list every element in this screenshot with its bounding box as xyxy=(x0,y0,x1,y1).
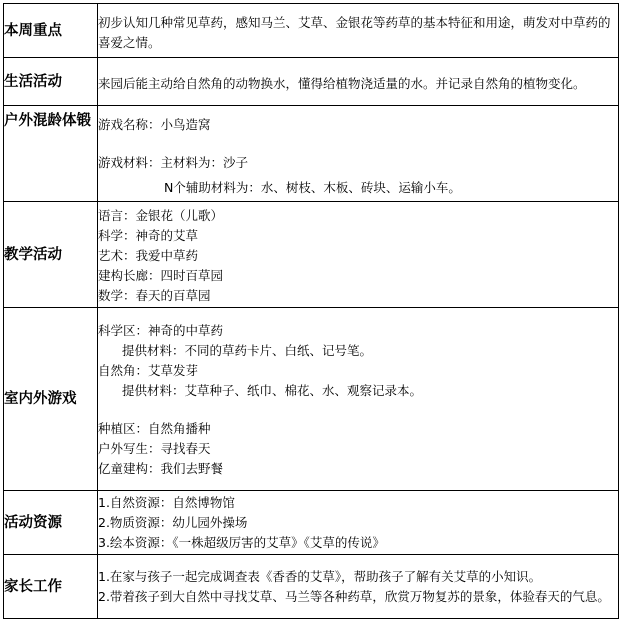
row-label-daily-life: 生活活动 xyxy=(4,58,98,106)
content-line: 亿童建构：我们去野餐 xyxy=(98,461,224,476)
weekly-plan-table xyxy=(3,3,619,619)
row-label-games: 室内外游戏 xyxy=(4,308,98,491)
content-line: 种植区：自然角播种 xyxy=(98,421,211,436)
content-line: 3.绘本资源：《一株超级厉害的艾草》《艾草的传说》 xyxy=(98,535,385,550)
content-line: 来园后能主动给自然角的动物换水，懂得给植物浇适量的水。并记录自然角的植物变化。 xyxy=(98,75,586,91)
row-label-resources: 活动资源 xyxy=(4,491,98,555)
content-line: 科学区：神奇的中草药 xyxy=(98,323,224,338)
content-line: 语言：金银花（儿歌） xyxy=(98,207,224,223)
content-line: 艺术：我爱中草药 xyxy=(98,247,199,263)
row-label-weekly-focus: 本周重点 xyxy=(4,4,98,58)
row-content-teaching xyxy=(98,202,619,308)
content-line: 科学：神奇的艾草 xyxy=(98,227,199,243)
table-row xyxy=(4,4,619,58)
table-row xyxy=(4,202,619,308)
row-label-outdoor-exercise: 户外混龄体锻 xyxy=(4,106,98,202)
content-line: 1.自然资源：自然博物馆 xyxy=(98,495,235,510)
content-line: 游戏材料：主材料为：沙子 xyxy=(98,154,249,170)
table-row xyxy=(4,58,619,106)
row-label-parent-work: 家长工作 xyxy=(4,555,98,619)
content-line: 2.带着孩子到大自然中寻找艾草、马兰等各种药草，欣赏万物复苏的景象，体验春天的气息。 xyxy=(98,589,610,604)
content-line: 初步认知几种常见草药，感知马兰、艾草、金银花等药草的基本特征和用途，萌发对中草药的喜爱之情。 xyxy=(98,15,611,50)
table-row xyxy=(4,555,619,619)
content-line: 提供材料：不同的草药卡片、白纸、记号笔。 xyxy=(122,343,373,358)
row-content-daily-life xyxy=(98,58,619,106)
table-row xyxy=(4,308,619,491)
table-row xyxy=(4,491,619,555)
content-line: 户外写生：寻找春天 xyxy=(98,441,211,456)
content-line: 建构长廊：四时百草园 xyxy=(98,267,224,283)
table-row xyxy=(4,106,619,202)
row-content-weekly-focus xyxy=(98,4,619,58)
content-line: 游戏名称：小鸟造窝 xyxy=(98,116,211,132)
content-line: 1.在家与孩子一起完成调查表《香香的艾草》，帮助孩子了解有关艾草的小知识。 xyxy=(98,569,542,584)
row-label-teaching: 教学活动 xyxy=(4,202,98,308)
row-content-parent-work xyxy=(98,555,619,619)
content-line: 自然角：艾草发芽 xyxy=(98,363,199,378)
row-content-resources xyxy=(98,491,619,555)
content-line: 提供材料：艾草种子、纸巾、棉花、水、观察记录本。 xyxy=(122,383,423,398)
content-line: 数学：春天的百草园 xyxy=(98,287,211,303)
content-line: N个辅助材料为：水、树枝、木板、砖块、运输小车。 xyxy=(164,179,461,195)
content-line: 2.物质资源：幼儿园外操场 xyxy=(98,515,248,530)
row-content-games xyxy=(98,308,619,491)
row-content-outdoor-exercise xyxy=(98,106,619,202)
